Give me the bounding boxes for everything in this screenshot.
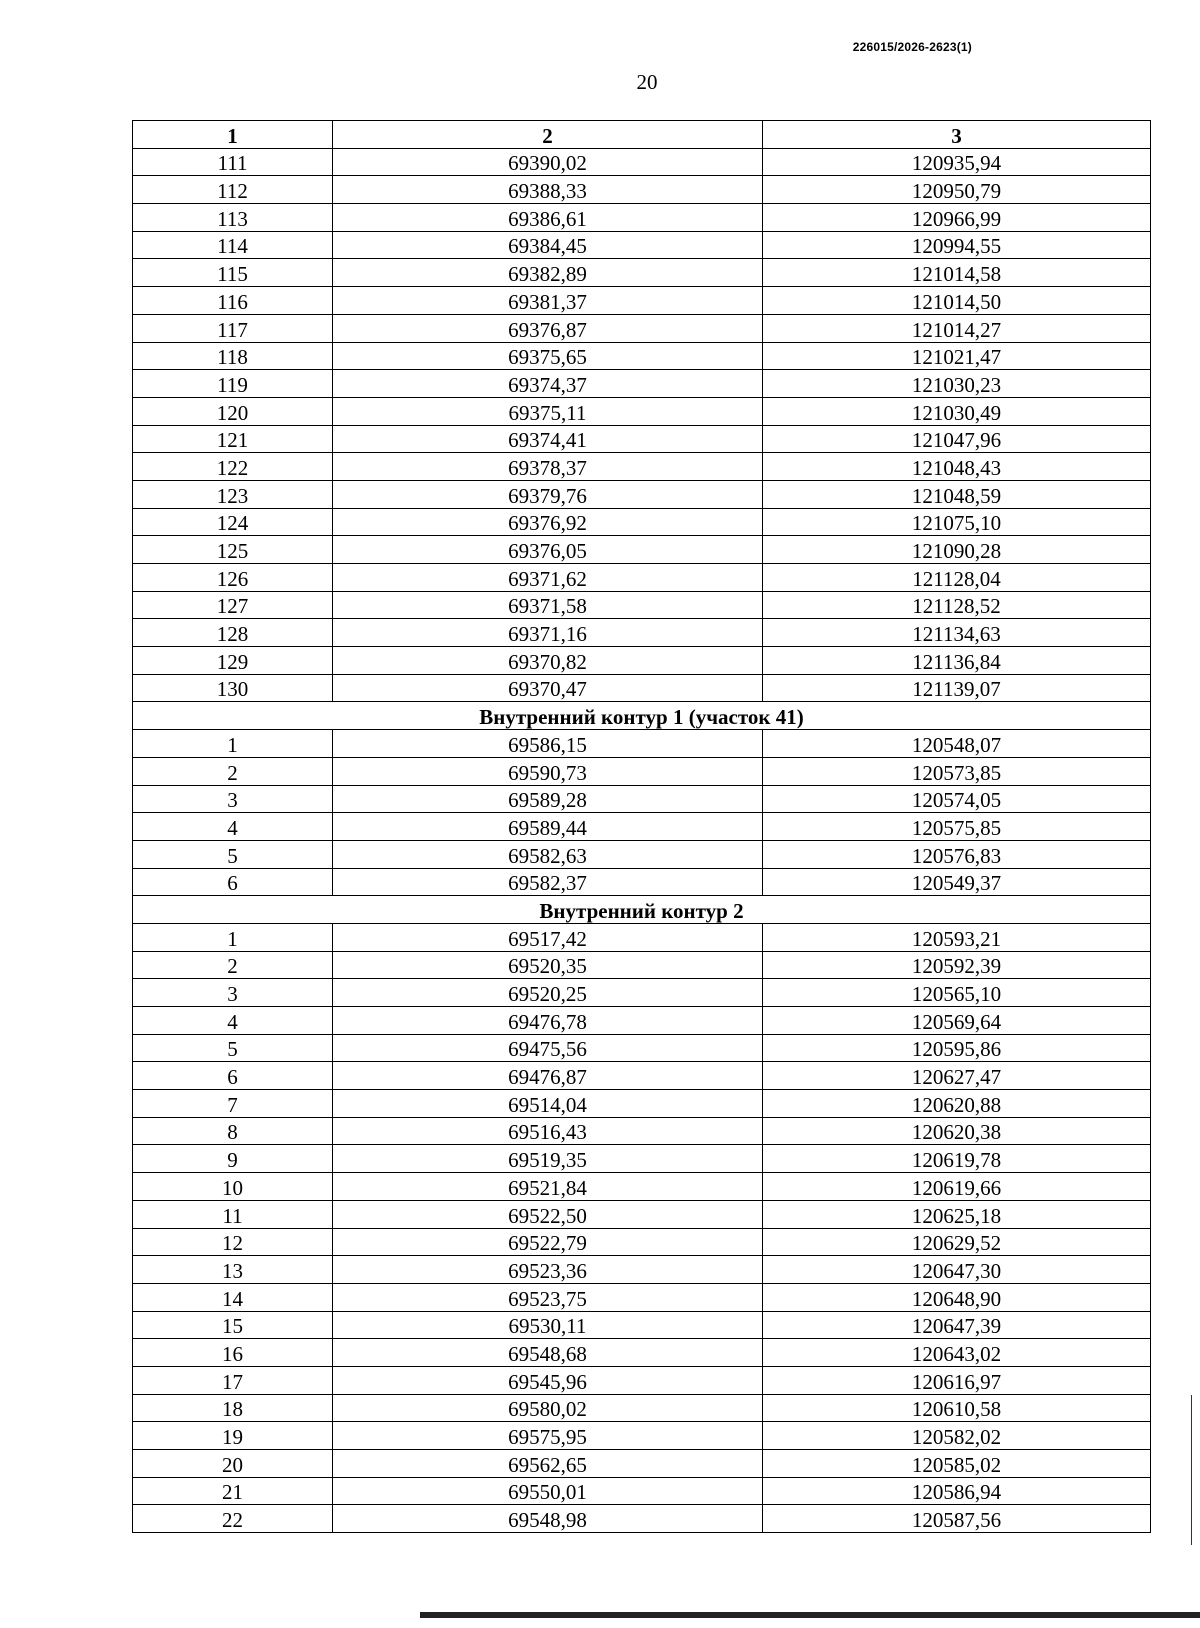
table-header-row [133,121,1151,149]
coordinate-y-cell: 120620,38 [763,1117,1151,1145]
table-row [133,453,1151,481]
coordinate-y-cell: 121139,07 [763,674,1151,702]
page-number: 20 [636,70,658,94]
coordinates-table-container [132,120,1150,1533]
coordinate-x-cell: 69580,02 [333,1394,763,1422]
point-number-cell: 124 [133,508,333,536]
table-row [133,757,1151,785]
point-number-cell: 17 [133,1366,333,1394]
coordinate-x-cell: 69516,43 [333,1117,763,1145]
coordinate-x-cell: 69386,61 [333,204,763,232]
coordinate-x-cell: 69530,11 [333,1311,763,1339]
coordinate-y-cell: 121047,96 [763,425,1151,453]
table-row [133,785,1151,813]
point-number-cell: 1 [133,923,333,951]
point-number-cell: 114 [133,231,333,259]
point-number-cell: 9 [133,1145,333,1173]
coordinate-y-cell: 120610,58 [763,1394,1151,1422]
point-number-cell: 5 [133,1034,333,1062]
table-row [133,425,1151,453]
point-number-cell: 11 [133,1200,333,1228]
point-number-cell: 14 [133,1283,333,1311]
table-row [133,730,1151,758]
point-number-cell: 4 [133,813,333,841]
table-row [133,1477,1151,1505]
coordinate-y-cell: 121021,47 [763,342,1151,370]
point-number-cell: 129 [133,647,333,675]
coordinate-y-cell: 120586,94 [763,1477,1151,1505]
coordinate-x-cell: 69522,50 [333,1200,763,1228]
scan-edge-mark [1191,1395,1193,1545]
coordinate-x-cell: 69586,15 [333,730,763,758]
table-row [133,1366,1151,1394]
coordinate-y-cell: 121014,58 [763,259,1151,287]
point-number-cell: 127 [133,591,333,619]
coordinate-y-cell: 121090,28 [763,536,1151,564]
table-row [133,923,1151,951]
coordinate-y-cell: 120619,66 [763,1173,1151,1201]
coordinate-x-cell: 69589,44 [333,813,763,841]
coordinate-y-cell: 121030,23 [763,370,1151,398]
coordinate-y-cell: 121030,49 [763,397,1151,425]
table-row [133,342,1151,370]
coordinate-x-cell: 69521,84 [333,1173,763,1201]
section-header-row [133,896,1151,924]
coordinate-x-cell: 69388,33 [333,176,763,204]
coordinate-x-cell: 69475,56 [333,1034,763,1062]
table-row [133,1173,1151,1201]
coordinate-y-cell: 121134,63 [763,619,1151,647]
coordinate-y-cell: 120620,88 [763,1090,1151,1118]
coordinate-x-cell: 69384,45 [333,231,763,259]
coordinate-x-cell: 69371,58 [333,591,763,619]
coordinate-x-cell: 69520,35 [333,951,763,979]
coordinate-y-cell: 120616,97 [763,1366,1151,1394]
table-row [133,480,1151,508]
table-row [133,287,1151,315]
table-row [133,813,1151,841]
point-number-cell: 112 [133,176,333,204]
coordinate-x-cell: 69376,87 [333,314,763,342]
coordinate-y-cell: 121128,52 [763,591,1151,619]
coordinate-y-cell: 120576,83 [763,840,1151,868]
table-row [133,674,1151,702]
coordinate-x-cell: 69550,01 [333,1477,763,1505]
coordinate-y-cell: 121128,04 [763,564,1151,592]
coordinate-x-cell: 69371,16 [333,619,763,647]
coordinate-x-cell: 69523,36 [333,1256,763,1284]
coordinate-x-cell: 69519,35 [333,1145,763,1173]
table-row [133,979,1151,1007]
table-row [133,1339,1151,1367]
coordinate-x-cell: 69590,73 [333,757,763,785]
point-number-cell: 7 [133,1090,333,1118]
point-number-cell: 130 [133,674,333,702]
coordinates-table [132,120,1151,1533]
table-row [133,1062,1151,1090]
coordinate-x-cell: 69522,79 [333,1228,763,1256]
table-row [133,1228,1151,1256]
coordinate-x-cell: 69517,42 [333,923,763,951]
table-row [133,397,1151,425]
point-number-cell: 8 [133,1117,333,1145]
point-number-cell: 18 [133,1394,333,1422]
coordinate-x-cell: 69370,47 [333,674,763,702]
point-number-cell: 118 [133,342,333,370]
point-number-cell: 126 [133,564,333,592]
coordinate-y-cell: 120629,52 [763,1228,1151,1256]
coordinate-y-cell: 120950,79 [763,176,1151,204]
coordinate-y-cell: 120585,02 [763,1450,1151,1478]
coordinate-x-cell: 69476,78 [333,1007,763,1035]
coordinate-y-cell: 120595,86 [763,1034,1151,1062]
table-row [133,1283,1151,1311]
coordinate-x-cell: 69378,37 [333,453,763,481]
coordinate-y-cell: 120647,30 [763,1256,1151,1284]
document-number: 226015/2026-2623(1) [852,40,972,54]
coordinate-x-cell: 69374,41 [333,425,763,453]
table-row [133,536,1151,564]
table-row [133,204,1151,232]
table-row [133,1200,1151,1228]
table-row [133,370,1151,398]
point-number-cell: 2 [133,757,333,785]
point-number-cell: 113 [133,204,333,232]
coordinate-y-cell: 120565,10 [763,979,1151,1007]
table-body [133,148,1151,1532]
coordinate-x-cell: 69382,89 [333,259,763,287]
table-row [133,619,1151,647]
coordinate-x-cell: 69548,98 [333,1505,763,1533]
coordinate-x-cell: 69582,37 [333,868,763,896]
coordinate-x-cell: 69562,65 [333,1450,763,1478]
coordinate-x-cell: 69575,95 [333,1422,763,1450]
table-row [133,1145,1151,1173]
coordinate-y-cell: 120549,37 [763,868,1151,896]
coordinate-y-cell: 120574,05 [763,785,1151,813]
column-header-3: 3 [763,121,1151,149]
point-number-cell: 10 [133,1173,333,1201]
point-number-cell: 128 [133,619,333,647]
table-row [133,1311,1151,1339]
column-header-1: 1 [133,121,333,149]
coordinate-y-cell: 120593,21 [763,923,1151,951]
point-number-cell: 6 [133,868,333,896]
coordinate-y-cell: 121136,84 [763,647,1151,675]
table-row [133,647,1151,675]
coordinate-x-cell: 69381,37 [333,287,763,315]
coordinate-x-cell: 69375,65 [333,342,763,370]
table-row [133,591,1151,619]
coordinate-x-cell: 69589,28 [333,785,763,813]
coordinate-y-cell: 120625,18 [763,1200,1151,1228]
table-row [133,148,1151,176]
table-row [133,1505,1151,1533]
point-number-cell: 19 [133,1422,333,1450]
coordinate-x-cell: 69374,37 [333,370,763,398]
section-header-row [133,702,1151,730]
point-number-cell: 6 [133,1062,333,1090]
point-number-cell: 3 [133,979,333,1007]
column-header-2: 2 [333,121,763,149]
coordinate-x-cell: 69548,68 [333,1339,763,1367]
point-number-cell: 1 [133,730,333,758]
table-row [133,1422,1151,1450]
table-row [133,176,1151,204]
coordinate-x-cell: 69379,76 [333,480,763,508]
table-row [133,868,1151,896]
section-title: Внутренний контур 2 [133,896,1151,924]
coordinate-y-cell: 120582,02 [763,1422,1151,1450]
table-row [133,314,1151,342]
point-number-cell: 120 [133,397,333,425]
coordinate-x-cell: 69375,11 [333,397,763,425]
coordinate-x-cell: 69476,87 [333,1062,763,1090]
coordinate-y-cell: 120647,39 [763,1311,1151,1339]
point-number-cell: 13 [133,1256,333,1284]
point-number-cell: 117 [133,314,333,342]
point-number-cell: 121 [133,425,333,453]
point-number-cell: 3 [133,785,333,813]
coordinate-y-cell: 120643,02 [763,1339,1151,1367]
coordinate-x-cell: 69390,02 [333,148,763,176]
point-number-cell: 111 [133,148,333,176]
coordinate-x-cell: 69582,63 [333,840,763,868]
coordinate-y-cell: 120619,78 [763,1145,1151,1173]
table-row [133,1090,1151,1118]
section-title: Внутренний контур 1 (участок 41) [133,702,1151,730]
coordinate-y-cell: 120592,39 [763,951,1151,979]
table-row [133,840,1151,868]
point-number-cell: 2 [133,951,333,979]
coordinate-y-cell: 120575,85 [763,813,1151,841]
coordinate-y-cell: 120569,64 [763,1007,1151,1035]
table-row [133,1256,1151,1284]
table-row [133,564,1151,592]
table-row [133,951,1151,979]
coordinate-y-cell: 121075,10 [763,508,1151,536]
coordinate-y-cell: 121048,59 [763,480,1151,508]
point-number-cell: 115 [133,259,333,287]
coordinate-y-cell: 121014,27 [763,314,1151,342]
coordinate-x-cell: 69514,04 [333,1090,763,1118]
point-number-cell: 16 [133,1339,333,1367]
point-number-cell: 122 [133,453,333,481]
table-row [133,508,1151,536]
point-number-cell: 21 [133,1477,333,1505]
coordinate-x-cell: 69520,25 [333,979,763,1007]
coordinate-x-cell: 69376,05 [333,536,763,564]
table-row [133,1117,1151,1145]
coordinate-y-cell: 120627,47 [763,1062,1151,1090]
coordinate-y-cell: 120994,55 [763,231,1151,259]
table-row [133,1034,1151,1062]
coordinate-y-cell: 120935,94 [763,148,1151,176]
coordinate-x-cell: 69523,75 [333,1283,763,1311]
point-number-cell: 15 [133,1311,333,1339]
coordinate-x-cell: 69545,96 [333,1366,763,1394]
point-number-cell: 4 [133,1007,333,1035]
point-number-cell: 5 [133,840,333,868]
coordinate-y-cell: 121048,43 [763,453,1151,481]
coordinate-y-cell: 120548,07 [763,730,1151,758]
point-number-cell: 12 [133,1228,333,1256]
point-number-cell: 119 [133,370,333,398]
table-row [133,259,1151,287]
coordinate-x-cell: 69370,82 [333,647,763,675]
table-row [133,231,1151,259]
table-row [133,1450,1151,1478]
table-row [133,1394,1151,1422]
point-number-cell: 125 [133,536,333,564]
point-number-cell: 123 [133,480,333,508]
coordinate-y-cell: 120573,85 [763,757,1151,785]
coordinate-x-cell: 69376,92 [333,508,763,536]
point-number-cell: 20 [133,1450,333,1478]
coordinate-y-cell: 120587,56 [763,1505,1151,1533]
coordinate-y-cell: 121014,50 [763,287,1151,315]
table-row [133,1007,1151,1035]
coordinate-y-cell: 120966,99 [763,204,1151,232]
scan-bottom-line [420,1612,1200,1618]
point-number-cell: 22 [133,1505,333,1533]
point-number-cell: 116 [133,287,333,315]
coordinate-x-cell: 69371,62 [333,564,763,592]
coordinate-y-cell: 120648,90 [763,1283,1151,1311]
